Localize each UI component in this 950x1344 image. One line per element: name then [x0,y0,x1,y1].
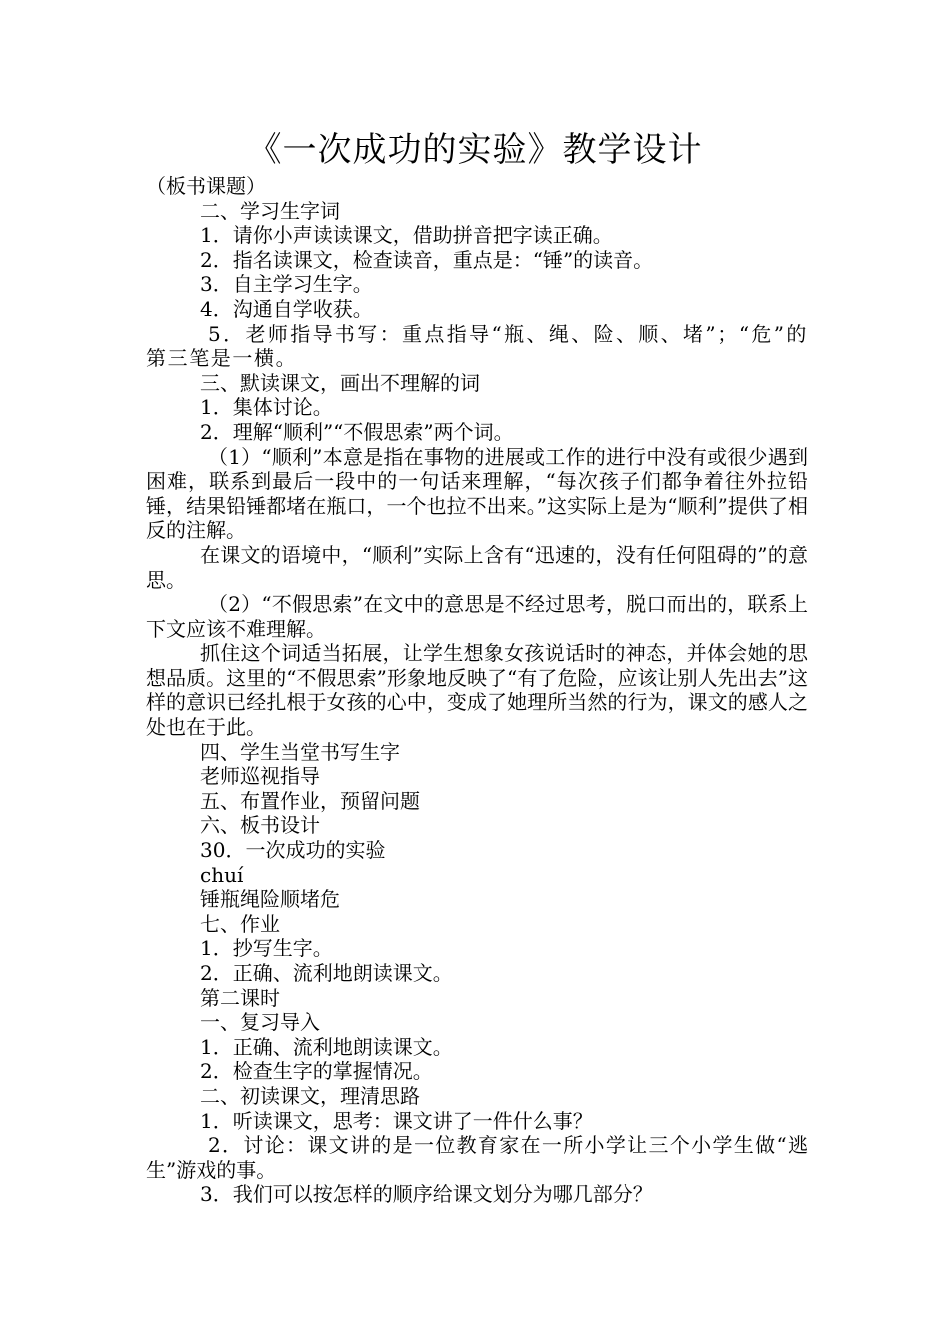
pinyin-annotation: chuí [200,862,244,887]
paragraph: 锤瓶绳险顺堵危 [200,887,340,912]
paragraph: 2．检查生字的掌握情况。 [200,1059,433,1084]
paragraph: 1．集体讨论。 [200,395,333,420]
paragraph: 四、学生当堂书写生字 [200,739,400,764]
paragraph: 1．正确、流利地朗读课文。 [200,1034,453,1059]
paragraph: 在课文的语境中，“顺利”实际上含有“迅速的，没有任何阻碍的”的意思。 [146,542,808,592]
paragraph: （2）“不假思索”在文中的意思是不经过思考，脱口而出的，联系上下文应该不难理解。 [146,592,808,641]
paragraph: 2．讨论：课文讲的是一位教育家在一所小学让三个小学生做“逃生”游戏的事。 [146,1133,808,1182]
paragraph: （板书课题） [146,174,266,198]
paragraph: 2．指名读课文，检查读音，重点是：“锤”的读音。 [200,247,654,272]
paragraph: （1）“顺利”本意是指在事物的进展或工作的进行中没有或很少遇到困难，联系到最后一段中的一句话来理解，“每次孩子们都争着往外拉铅锤，结果铅锤都堵在瓶口，一个也拉不出来。”这实际上是为“顺利”提供了相反的注解。 [146,444,808,543]
paragraph: 3．我们可以按怎样的顺序给课文划分为哪几部分？ [200,1182,653,1207]
paragraph: 2．理解“顺利”“不假思索”两个词。 [200,419,514,444]
paragraph: 5．老师指导书写：重点指导“瓶、绳、险、顺、堵”；“危”的第三笔是一横。 [146,321,808,371]
paragraph: 五、布置作业，预留问题 [200,788,420,813]
paragraph: 七、作业 [200,911,280,936]
paragraph: 1．请你小声读读课文，借助拼音把字读正确。 [200,223,613,248]
paragraph: 3．自主学习生字。 [200,272,373,297]
paragraph: 六、板书设计 [200,813,320,838]
section-heading: 第二课时 [200,985,280,1010]
paragraph: 三、默读课文，画出不理解的词 [200,370,480,395]
paragraph: 1．听读课文，思考：课文讲了一件什么事？ [200,1108,593,1133]
paragraph: 一、复习导入 [200,1010,320,1035]
paragraph: 抓住这个词适当拓展，让学生想象女孩说话时的神态，并体会她的思想品质。这里的“不假思索”形象地反映了“有了危险，应该让别人先出去”这样的意识已经扎根于女孩的心中，变成了她理所当然的行为，课文的感人之处也在于此。 [146,641,808,740]
paragraph: 老师巡视指导 [200,764,320,789]
paragraph: 4．沟通自学收获。 [200,296,373,321]
paragraph: 1．抄写生字。 [200,936,333,961]
paragraph: 2．正确、流利地朗读课文。 [200,961,453,985]
paragraph: 30．一次成功的实验 [200,838,386,863]
document-title: 《一次成功的实验》教学设计 [247,130,703,170]
paragraph: 二、初读课文，理清思路 [200,1083,420,1108]
document-body [146,174,808,1207]
paragraph: 二、学习生字词 [200,198,340,223]
